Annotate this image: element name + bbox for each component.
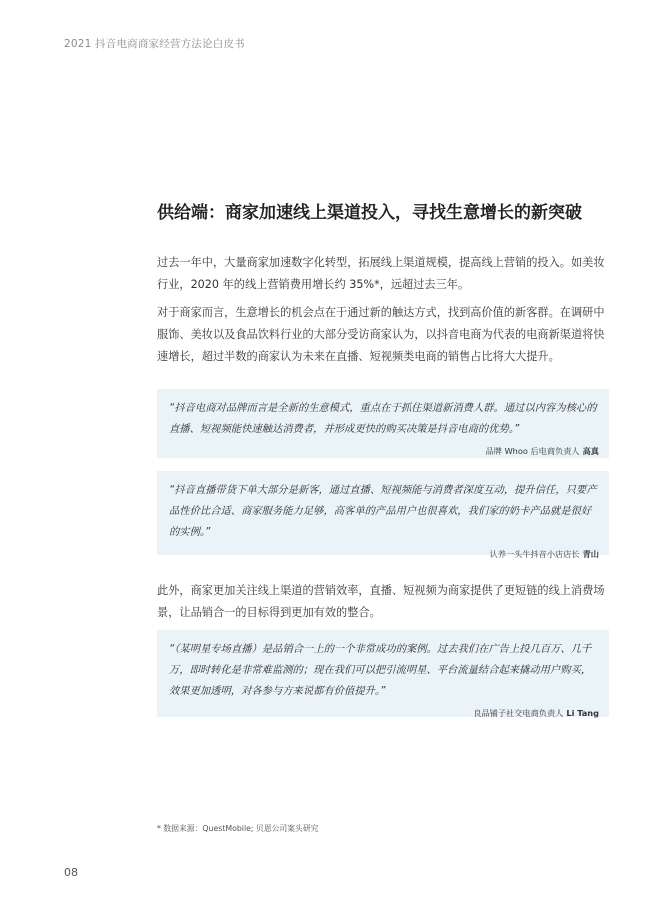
document-header-title: 2021 抖音电商商家经营方法论白皮书	[64, 38, 245, 50]
paragraph-1: 过去一年中，大量商家加速数字化转型，拓展线上渠道规模，提高线上营销的投入。如美妆行业，2020 年的线上营销费用增长约 35%*，远超过去三年。	[157, 256, 605, 291]
quote-box-1	[157, 389, 609, 458]
quote-attribution	[169, 446, 599, 457]
attribution-name: Li Tang	[566, 708, 599, 718]
footnote-source: * 数据来源：QuestMobile; 贝恩公司案头研究	[157, 824, 319, 833]
page-number: 08	[64, 866, 78, 879]
quote-attribution	[169, 708, 599, 719]
section-title: 供给端：商家加速线上渠道投入，寻找生意增长的新突破	[157, 203, 582, 223]
attribution-role: 良品铺子社交电商负责人	[473, 708, 564, 718]
attribution-name: 高真	[582, 446, 599, 456]
quote-text: “抖音直播带货下单大部分是新客，通过直播、短视频能与消费者深度互动，提升信任，只要产品性价比合适、商家服务能力足够，高客单的产品用户也很喜欢，我们家的奶卡产品就是很好的实例。”	[169, 484, 597, 538]
paragraph-2: 对于商家而言，生意增长的机会点在于通过新的触达方式，找到高价值的新客群。在调研中服饰、美妆以及食品饮料行业的大部分受访商家认为，以抖音电商为代表的电商新渠道将快速增长，超过半数的商家认为未来在直播、短视频类电商的销售占比将大大提升。	[157, 306, 605, 363]
quote-text: “抖音电商对品牌而言是全新的生意模式，重点在于抓住渠道新消费人群。通过以内容为核心的直播、短视频能快速触达消费者，并形成更快的购买决策是抖音电商的优势。”	[169, 402, 597, 435]
attribution-role: 认养一头牛抖音小店店长	[489, 549, 580, 559]
paragraph-3: 此外，商家更加关注线上渠道的营销效率，直播、短视频为商家提供了更短链的线上消费场景，让品销合一的目标得到更加有效的整合。	[157, 584, 605, 619]
quote-text: “（某明星专场直播）是品销合一上的一个非常成功的案例。过去我们在广告上投几百万、几千万，即时转化是非常难监测的；现在我们可以把引流明星、平台流量结合起来撬动用户购买，效果更加透明，对各参与方来说都有价值提升。”	[169, 643, 592, 697]
quote-attribution	[169, 549, 599, 560]
attribution-name: 青山	[582, 549, 599, 559]
quote-box-3	[157, 630, 609, 717]
quote-box-2	[157, 471, 609, 559]
attribution-role: 品牌 Whoo 后电商负责人	[485, 446, 580, 456]
